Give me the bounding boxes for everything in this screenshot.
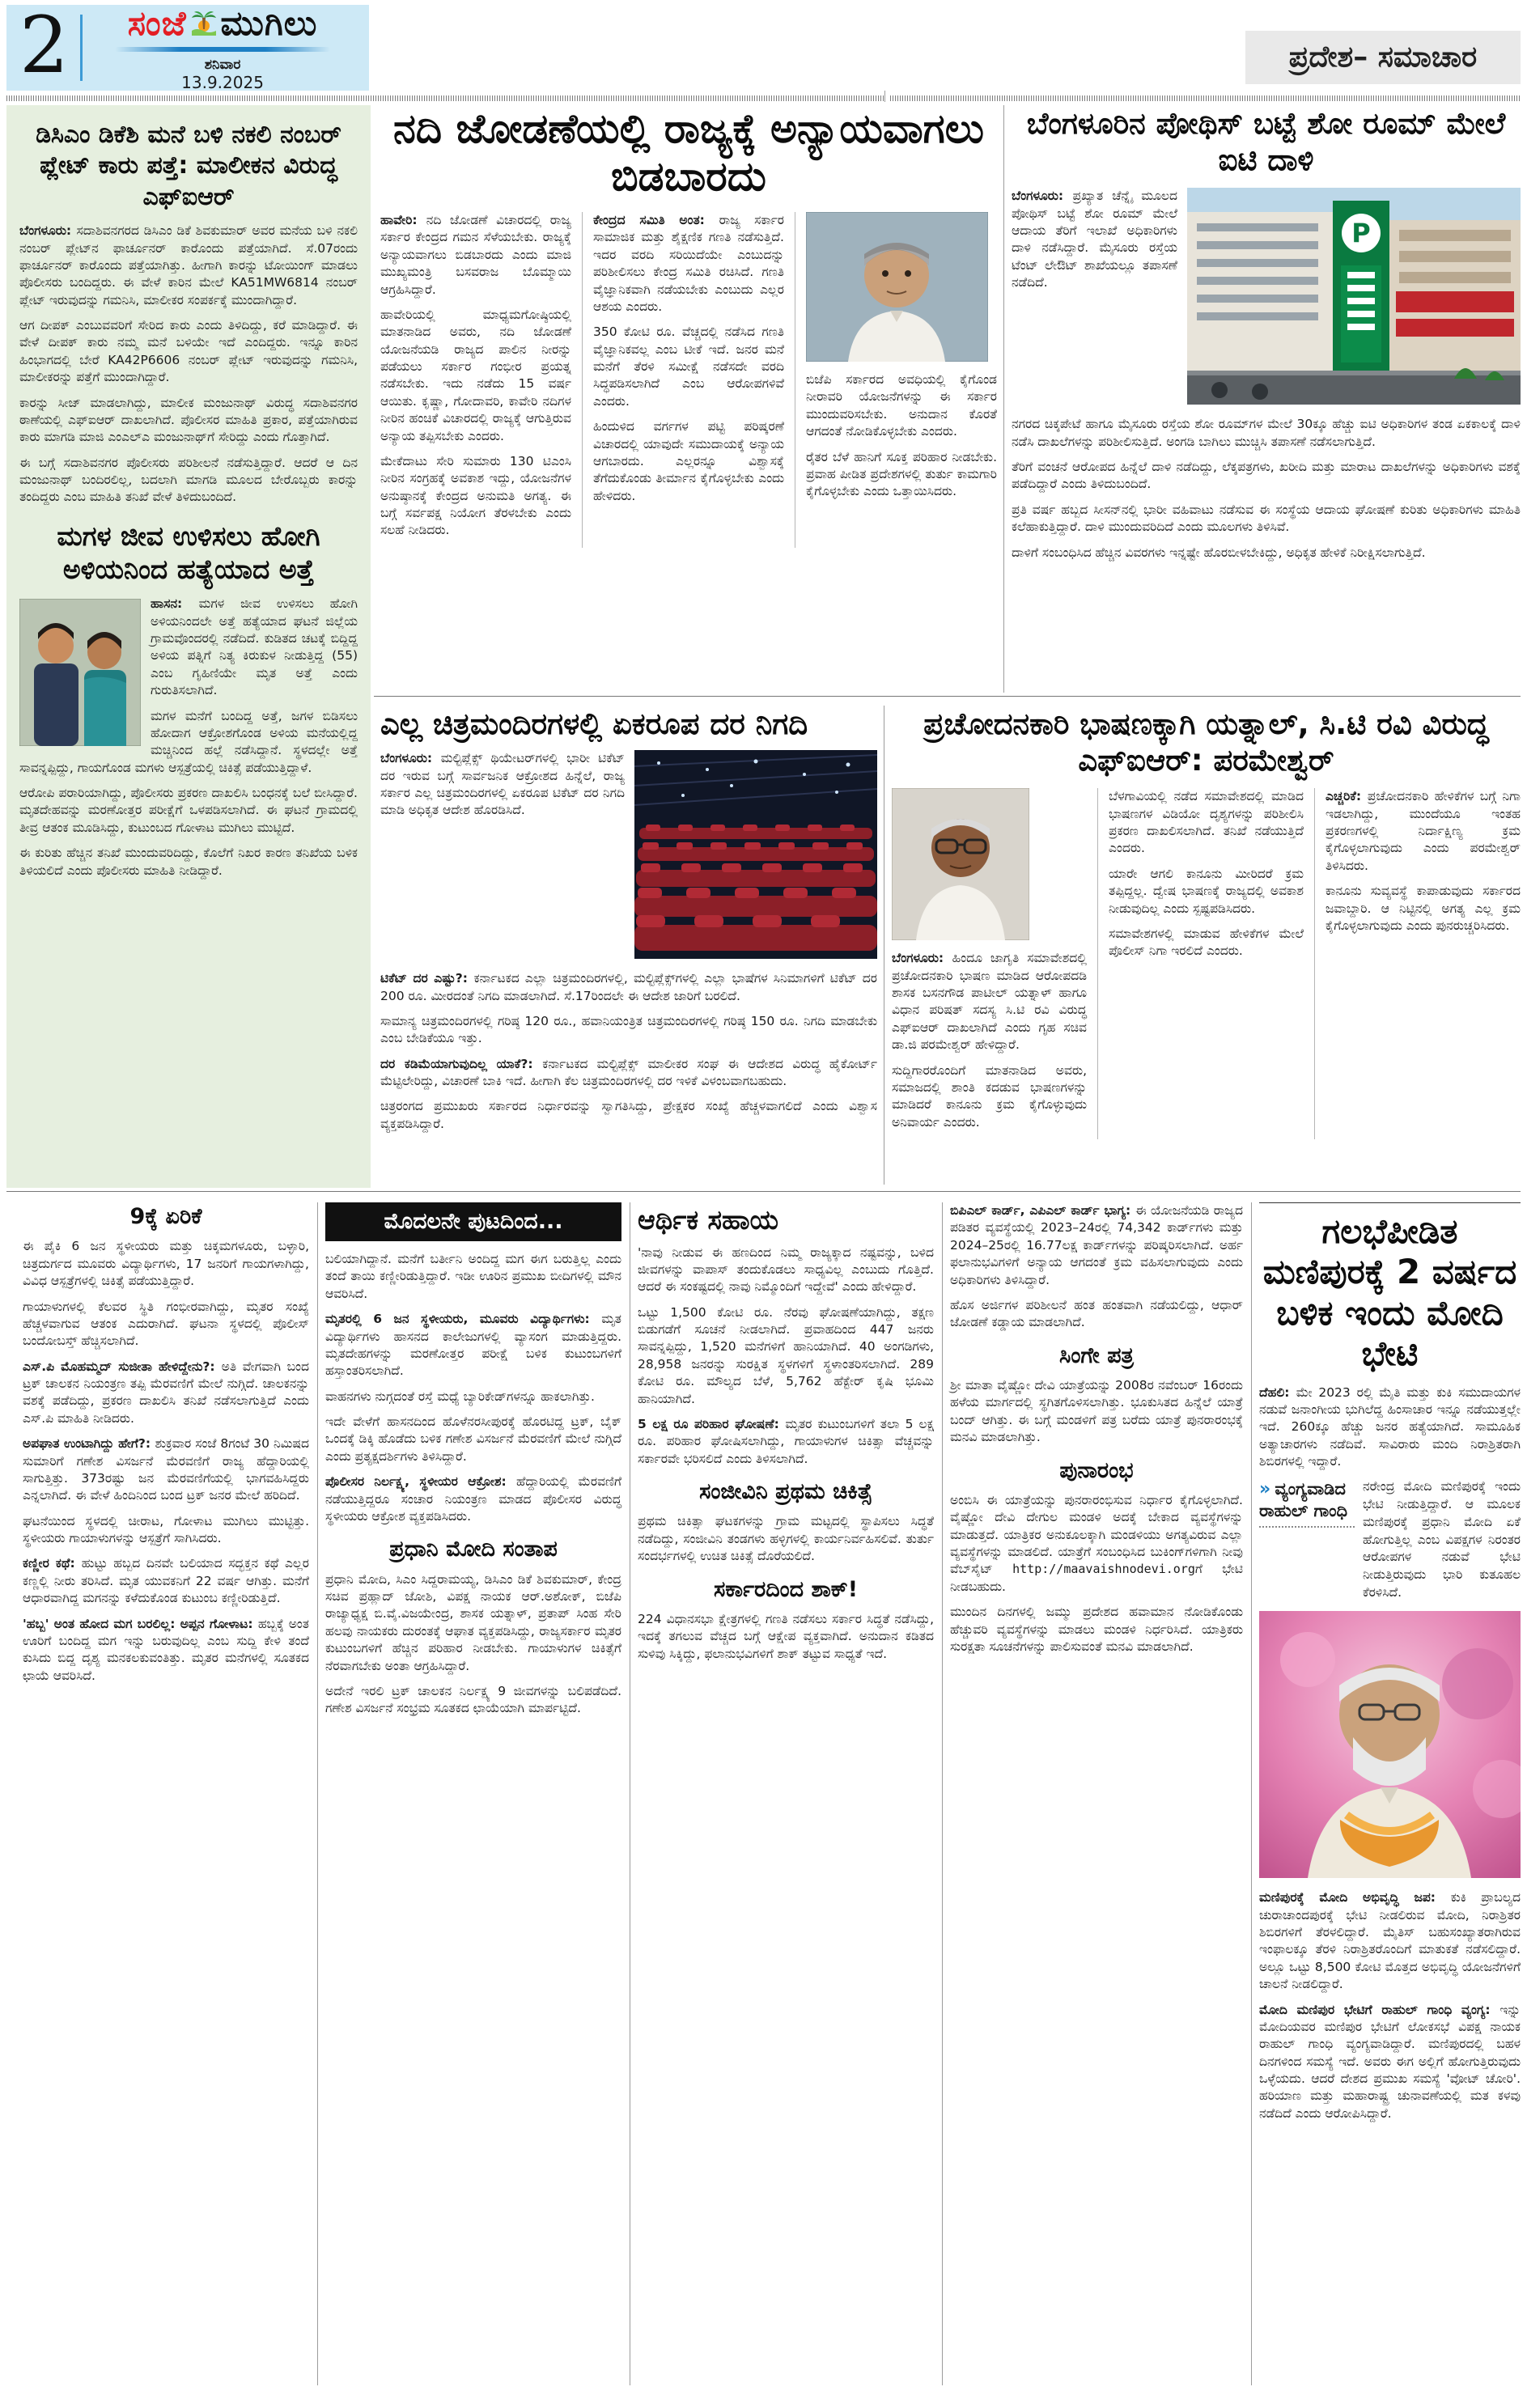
mother-killed-headline: ಮಗಳ ಜೀವ ಉಳಿಸಲು ಹೋಗಿ ಅಳಿಯನಿಂದ ಹತ್ಯೆಯಾದ ಅತ್ತೆ bbox=[57, 519, 320, 586]
masthead-word-black: ಮುಗಿಲು bbox=[220, 3, 318, 43]
modi-photo bbox=[1259, 1611, 1521, 1881]
svg-text:P: P bbox=[1351, 218, 1371, 249]
vaishnodevi-url[interactable]: http://maavaishnodevi.org bbox=[1012, 1562, 1195, 1577]
pothys-headline: ಬೆಂಗಳೂರಿನ ಪೋಥಿಸ್ ಬಟ್ಟೆ ಶೋ ರೂಮ್ ಮೇಲೆ ಐಟಿ ದಾಳಿ bbox=[1026, 106, 1506, 178]
body-paragraph: 'ಹಬ್ಬ' ಅಂತ ಹೋದ ಮಗ ಬರಲಿಲ್ಲ: ಅಪ್ಪನ ಗೋಳಾಟ: ಹಬ್ಬಕ್ಕೆ ಅಂತ ಊರಿಗೆ ಬಂದಿದ್ದ ಮಗ ಇನ್ನು ಬರುವುದಿಲ್ಲ ಎಂಬ ಸುದ್ದಿ ಕೇಳಿ ತಂದೆ ಕುಸಿದು ಬಿದ್ದ ದೃಶ್ಯ ಮನಕಲಕುವಂತಿತ್ತು. ಮೃತರ ಮನೆಗಳಲ್ಲಿ ಸೂತಕದ ಛಾಯೆ ಆವರಿಸಿದೆ. bbox=[23, 1616, 309, 1683]
body-paragraph: ಬಲಿಯಾಗಿದ್ದಾನೆ. ಮನೆಗೆ ಬರ್ತೀನಿ ಅಂದಿದ್ದ ಮಗ ಈಗ ಬರುತ್ತಿಲ್ಲ ಎಂದು ತಂದೆ ತಾಯಿ ಕಣ್ಣೀರಿಡುತ್ತಿದ್ದಾರೆ. ಇಡೀ ಊರಿನ ಪ್ರಮುಖ ಬೀದಿಗಳಲ್ಲಿ ಮೌನ ಆವರಿಸಿದೆ. bbox=[325, 1252, 621, 1301]
article-fake-plate-box bbox=[6, 105, 371, 1188]
masthead bbox=[91, 3, 369, 92]
cinema-body bbox=[380, 970, 877, 1141]
body-paragraph: ರೈತರ ಬೆಳೆ ಹಾನಿಗೆ ಸೂಕ್ತ ಪರಿಹಾರ ನೀಡಬೇಕು. ಪ್ರವಾಹ ಪೀಡಿತ ಪ್ರದೇಶಗಳಲ್ಲಿ ತುರ್ತು ಕಾಮಗಾರಿ ಕೈಗೊಳ್ಳಬೇಕು ಎಂದು ಒತ್ತಾಯಿಸಿದರು. bbox=[806, 449, 997, 499]
fir-col1-text bbox=[892, 950, 1087, 1131]
river-col1 bbox=[380, 212, 571, 548]
fir-headline: ಪ್ರಚೋದನಕಾರಿ ಭಾಷಣಕ್ಕಾಗಿ ಯತ್ನಾಲ್, ಸಿ.ಟಿ ರವಿ ವಿರುದ್ಧ ಎಫ್ಐಆರ್: ಪರಮೇಶ್ವರ್ bbox=[923, 706, 1489, 778]
body-paragraph: ಮಗಳ ಮನೆಗೆ ಬಂದಿದ್ದ ಅತ್ತೆ, ಜಗಳ ಬಿಡಿಸಲು ಹೋದಾಗ ಆಕ್ರೋಶಗೊಂಡ ಅಳಿಯ ಮನೆಯಲ್ಲಿದ್ದ ಮಚ್ಚಿನಿಂದ ಹಲ್ಲೆ ನಡೆಸಿದ್ದಾನೆ. ಸ್ಥಳದಲ್ಲೇ ಅತ್ತೆ ಸಾವನ್ನಪ್ಪಿದ್ದು, ಗಾಯಗೊಂಡ ಮಗಳು ಆಸ್ಪತ್ರೆಯಲ್ಲಿ ಚಿಕಿತ್ಸೆ ಪಡೆಯುತ್ತಿದ್ದಾಳೆ. bbox=[19, 708, 358, 775]
body-paragraph: ಬಿಪಿಎಲ್ ಕಾರ್ಡ್, ಎಪಿಎಲ್ ಕಾರ್ಡ್ ಭಾಗ್ಯ: ಈ ಯೋಜನೆಯಡಿ ರಾಜ್ಯದ ಪಡಿತರ ವ್ಯವಸ್ಥೆಯಲ್ಲಿ 2023–24ರಲ್ಲಿ 74,342 ಕಾರ್ಡ್‌ಗಳು ಮತ್ತು 2024–25ರಲ್ಲಿ 16.77ಲಕ್ಷ ಕಾರ್ಡ್‌ಗಳನ್ನು ಪರಿಷ್ಕರಿಸಲಾಗಿದೆ. ಅರ್ಹ ಫಲಾನುಭವಿಗಳಿಗೆ ಅನ್ಯಾಯ ಆಗದಂತೆ ಕ್ರಮ ವಹಿಸಲಾಗುವುದು ಎಂದು ಅಧಿಕಾರಿಗಳು ತಿಳಿಸಿದ್ದಾರೆ. bbox=[950, 1203, 1243, 1287]
body-paragraph: 5 ಲಕ್ಷ ರೂ ಪರಿಹಾರ ಘೋಷಣೆ: ಮೃತರ ಕುಟುಂಬಗಳಿಗೆ ತಲಾ 5 ಲಕ್ಷ ರೂ. ಪರಿಹಾರ ಘೋಷಿಸಲಾಗಿದ್ದು, ಗಾಯಾಳುಗಳ ಚಿಕಿತ್ಸಾ ವೆಚ್ಚವನ್ನು ಸರ್ಕಾರವೇ ಭರಿಸಲಿದೆ ಎಂದು ತಿಳಿಸಲಾಗಿದೆ. bbox=[638, 1416, 934, 1466]
body-paragraph: ಬೆಂಗಳೂರು: ಮಲ್ಟಿಪ್ಲೆಕ್ಸ್ ಥಿಯೇಟರ್‌ಗಳಲ್ಲಿ ಭಾರೀ ಟಿಕೆಟ್ ದರ ಇರುವ ಬಗ್ಗೆ ಸಾರ್ವಜನಿಕ ಆಕ್ರೋಶದ ಹಿನ್ನೆಲೆ, ರಾಜ್ಯ ಸರ್ಕಾರ ಎಲ್ಲ ಚಿತ್ರಮಂದಿರಗಳಲ್ಲಿ ಏಕರೂಪ ಟಿಕೆಟ್ ದರ ನಿಗದಿ ಮಾಡಿ ಅಧಿಕೃತ ಆದೇಶ ಹೊರಡಿಸಿದೆ. bbox=[380, 751, 625, 818]
body-paragraph: ಪೊಲೀಸರ ನಿರ್ಲಕ್ಷ್ಯ, ಸ್ಥಳೀಯರ ಆಕ್ರೋಶ: ಹೆದ್ದಾರಿಯಲ್ಲಿ ಮೆರವಣಿಗೆ ನಡೆಯುತ್ತಿದ್ದರೂ ಸಂಚಾರ ನಿಯಂತ್ರಣ ಮಾಡದ ಪೊಲೀಸರ ವಿರುದ್ಧ ಸ್ಥಳೀಯರು ಆಕ್ರೋಶ ವ್ಯಕ್ತಪಡಿಸಿದರು. bbox=[325, 1474, 622, 1524]
body-paragraph: ಈ ಪೈಕಿ 6 ಜನ ಸ್ಥಳೀಯರು ಮತ್ತು ಚಿಕ್ಕಮಗಳೂರು, ಬಳ್ಳಾರಿ, ಚಿತ್ರದುರ್ಗದ ಮೂವರು ವಿದ್ಯಾರ್ಥಿಗಳು, 17 ಜನರಿಗೆ ಗಾಯಗಳಾಗಿದ್ದು, ವಿವಿಧ ಆಸ್ಪತ್ರೆಗಳಲ್ಲಿ ಚಿಕಿತ್ಸೆ ಪಡೆಯುತ್ತಿದ್ದಾರೆ. bbox=[23, 1239, 309, 1289]
pothys-intro bbox=[1012, 188, 1177, 408]
bb-div3 bbox=[942, 1202, 943, 2385]
col4-paras2 bbox=[950, 1604, 1243, 1656]
body-paragraph: ಬೆಂಗಳೂರು: ಪ್ರಖ್ಯಾತ ಚೆನ್ನೈ ಮೂಲದ ಪೋಥಿಸ್ ಬಟ್ಟೆ ಶೋ ರೂಮ್ ಮೇಲೆ ಆದಾಯ ತೆರಿಗೆ ಇಲಾಖೆ ಅಧಿಕಾರಿಗಳು ದಾಳಿ ನಡೆಸಿದ್ದಾರೆ. ಮೈಸೂರು ರಸ್ತೆಯ ಟೆಂಟ್ ಲೇಔಟ್ ಶಾಖೆಯಲ್ಲೂ ತಪಾಸಣೆ ನಡೆದಿದೆ. bbox=[1012, 189, 1177, 290]
body-paragraph: ಪ್ರಥಮ ಚಿಕಿತ್ಸಾ ಘಟಕಗಳನ್ನು ಗ್ರಾಮ ಮಟ್ಟದಲ್ಲಿ ಸ್ಥಾಪಿಸಲು ಸಿದ್ಧತೆ ನಡೆದಿದ್ದು, ಸಂಜೀವಿನಿ ತಂಡಗಳು ಹಳ್ಳಿಗಳಲ್ಲಿ ಕಾರ್ಯನಿರ್ವಹಿಸಲಿವೆ. ತುರ್ತು ಸಂದರ್ಭಗಳಲ್ಲಿ ಉಚಿತ ಚಿಕಿತ್ಸೆ ದೊರೆಯಲಿದೆ. bbox=[638, 1514, 934, 1564]
masthead-word-red: ಸಂಜೆ bbox=[127, 3, 187, 43]
fir-col2 bbox=[1097, 788, 1304, 1139]
river-col2 bbox=[582, 212, 784, 548]
body-paragraph: ಸುದ್ದಿಗಾರರೊಂದಿಗೆ ಮಾತನಾಡಿದ ಅವರು, ಸಮಾಜದಲ್ಲಿ ಶಾಂತಿ ಕದಡುವ ಭಾಷಣಗಳನ್ನು ಮಾಡಿದರೆ ಕಾನೂನು ಕ್ರಮ ಕೈಗೊಳ್ಳುವುದು ಅನಿವಾರ್ಯ ಎಂದರು. bbox=[892, 1062, 1087, 1130]
cinema-headline: ಎಲ್ಲ ಚಿತ್ರಮಂದಿರಗಳಲ್ಲಿ ಏಕರೂಪ ದರ ನಿಗದಿ bbox=[380, 706, 808, 741]
col1-paras bbox=[23, 1238, 309, 1685]
body-paragraph: ಪ್ರಧಾನಿ ಮೋದಿ, ಸಿಎಂ ಸಿದ್ದರಾಮಯ್ಯ, ಡಿಸಿಎಂ ಡಿಕೆ ಶಿವಕುಮಾರ್, ಕೇಂದ್ರ ಸಚಿವ ಪ್ರಹ್ಲಾದ್ ಜೋಶಿ, ವಿಪಕ್ಷ ನಾಯಕ ಆರ್.ಅಶೋಕ್, ಬಿಜೆಪಿ ರಾಜ್ಯಾಧ್ಯಕ್ಷ ಬಿ.ವೈ.ವಿಜಯೇಂದ್ರ, ಶಾಸಕ ಯತ್ನಾಳ್, ಪ್ರತಾಪ್ ಸಿಂಹ ಸೇರಿ ಹಲವು ನಾಯಕರು ದುರಂತಕ್ಕೆ ಆಘಾತ ವ್ಯಕ್ತಪಡಿಸಿದ್ದು, ರಾಜ್ಯಸರ್ಕಾರ ಮೃತರ ಕುಟುಂಬಗಳಿಗೆ ಹೆಚ್ಚಿನ ಪರಿಹಾರ ನೀಡಬೇಕು. ಗಾಯಾಳುಗಳ ಚಿಕಿತ್ಸೆಗೆ ನೆರವಾಗಬೇಕು ಅಂತಾ ಆಗ್ರಹಿಸಿದ್ದಾರೆ. bbox=[325, 1571, 621, 1673]
pullquote-title: ವ್ಯಂಗ್ಯವಾಡಿದ ರಾಹುಲ್ ಗಾಂಧಿ bbox=[1259, 1479, 1348, 1520]
body-paragraph: ಬೆಂಗಳೂರು: ಸದಾಶಿವನಗರದ ಡಿಸಿಎಂ ಡಿಕೆ ಶಿವಕುಮಾರ್ ಅವರ ಮನೆಯ ಬಳಿ ನಕಲಿ ನಂಬರ್ ಪ್ಲೇಟ್‌ನ ಫಾರ್ಚೂನರ್ ಕಾರೊಂದು ಪತ್ತೆಯಾಗಿದೆ. ಸೆ.07ರಂದು ಫಾರ್ಚೂನರ್ ಕಾರೊಂದು ಪತ್ತೆಯಾಗಿತ್ತು. ಹೀಗಾಗಿ ಕಾರನ್ನು ಟೋಯಿಂಗ್ ಮಾಡಲು ಪೊಲೀಸರು ಬಂದಿದ್ದರು. ಈ ವೇಳೆ ಕಾರಿನ ಮೇಲೆ KA51MW6814 ನಂಬರ್ ಪ್ಲೇಟ್ ಇರುವುದನ್ನು ಗಮನಿಸಿ, ಮಾಲೀಕರ ಸಂಪರ್ಕಕ್ಕೆ ಮುಂದಾಗಿದ್ದಾರೆ. bbox=[19, 223, 358, 307]
fir-portrait-photo bbox=[892, 788, 1087, 943]
body-paragraph: ಸಮಾವೇಶಗಳಲ್ಲಿ ಮಾಡುವ ಹೇಳಿಕೆಗಳ ಮೇಲೆ ಪೊಲೀಸ್ ನಿಗಾ ಇರಲಿದೆ ಎಂದರು. bbox=[1109, 926, 1304, 959]
body-paragraph: ಪ್ರತಿ ವರ್ಷ ಹಬ್ಬದ ಸೀಸನ್‌ನಲ್ಲಿ ಭಾರೀ ವಹಿವಾಟು ನಡೆಸುವ ಈ ಸಂಸ್ಥೆಯ ಆದಾಯ ಘೋಷಣೆ ಕುರಿತು ಅಧಿಕಾರಿಗಳು ಮಾಹಿತಿ ಕಲೆಹಾಕುತ್ತಿದ್ದಾರೆ. ದಾಳಿ ಮುಂದುವರಿದಿದೆ ಎಂದು ಮೂಲಗಳು ತಿಳಿಸಿವೆ. bbox=[1012, 502, 1521, 535]
inline-subhead: ಸರ್ಕಾರದಿಂದ ಶಾಕ್! bbox=[713, 1576, 859, 1602]
col4-subhead-restart: ಪುನಾರಂಭ bbox=[1059, 1457, 1134, 1483]
body-paragraph: ಹಾಸನ: ಮಗಳ ಜೀವ ಉಳಿಸಲು ಹೋಗಿ ಅಳಿಯನಿಂದಲೇ ಅತ್ತೆ ಹತ್ಯೆಯಾದ ಘಟನೆ ಜಿಲ್ಲೆಯ ಗ್ರಾಮವೊಂದರಲ್ಲಿ ನಡೆದಿದೆ. ಕುಡಿತದ ಚಟಕ್ಕೆ ಬಿದ್ದಿದ್ದ ಅಳಿಯ ಪತ್ನಿಗೆ ನಿತ್ಯ ಕಿರುಕುಳ ನೀಡುತ್ತಿದ್ದ (55) ಎಂಬ ಗೃಹಿಣಿಯೇ ಮೃತ ಅತ್ತೆ ಎಂದು ಗುರುತಿಸಲಾಗಿದೆ. bbox=[151, 596, 358, 698]
body-paragraph: ಸಾಮಾನ್ಯ ಚಿತ್ರಮಂದಿರಗಳಲ್ಲಿ ಗರಿಷ್ಠ 120 ರೂ., ಹವಾನಿಯಂತ್ರಿತ ಚಿತ್ರಮಂದಿರಗಳಲ್ಲಿ ಗರಿಷ್ಠ 150 ರೂ. ನಿಗದಿ ಮಾಡಬೇಕು ಎಂಬ ಬೇಡಿಕೆಯೂ ಇತ್ತು. bbox=[380, 1013, 877, 1046]
body-paragraph: ಕೇಂದ್ರದ ಸಮಿತಿ ಅಂತ: ರಾಜ್ಯ ಸರ್ಕಾರ ಸಾಮಾಜಿಕ ಮತ್ತು ಶೈಕ್ಷಣಿಕ ಗಣತಿ ನಡೆಸುತ್ತಿದೆ. ಇದರ ವರದಿ ಸರಿಯಿದೆಯೇ ಎಂಬುದನ್ನು ಪರಿಶೀಲಿಸಲು ಕೇಂದ್ರ ಸಮಿತಿ ರಚಿಸಿದೆ. ಗಣತಿ ವೈಜ್ಞಾನಿಕವಾಗಿ ನಡೆಯಬೇಕು ಎಂಬುದು ಎಲ್ಲರ ಆಶಯ ಎಂದರು. bbox=[593, 213, 784, 314]
body-paragraph: ನಗರದ ಚಿಕ್ಕಪೇಟೆ ಹಾಗೂ ಮೈಸೂರು ರಸ್ತೆಯ ಶೋ ರೂಮ್‌ಗಳ ಮೇಲೆ 30ಕ್ಕೂ ಹೆಚ್ಚು ಐಟಿ ಅಧಿಕಾರಿಗಳ ತಂಡ ಏಕಕಾಲಕ್ಕೆ ದಾಳಿ ನಡೆಸಿ ದಾಖಲೆಗಳನ್ನು ಪರಿಶೀಲಿಸುತ್ತಿದೆ. ಅಂಗಡಿ ಬಾಗಿಲು ಮುಚ್ಚಿಸಿ ತಪಾಸಣೆ ನಡೆಸಲಾಗುತ್ತಿದೆ. bbox=[1012, 417, 1521, 449]
body-paragraph: ಮುಂದಿನ ದಿನಗಳಲ್ಲಿ ಜಮ್ಮು ಪ್ರದೇಶದ ಹವಾಮಾನ ನೋಡಿಕೊಂಡು ಹೆಚ್ಚುವರಿ ವ್ಯವಸ್ಥೆಗಳನ್ನು ಮಾಡಲು ಮಂಡಳಿ ನಿರ್ಧರಿಸಿದೆ. ಯಾತ್ರಿಕರು ಸುರಕ್ಷತಾ ಸೂಚನೆಗಳನ್ನು ಪಾಲಿಸುವಂತೆ ಮನವಿ ಮಾಡಲಾಗಿದೆ. bbox=[950, 1605, 1243, 1654]
col3-subhead: ಆರ್ಥಿಕ ಸಹಾಯ bbox=[638, 1204, 778, 1236]
body-paragraph: ಕಾರನ್ನು ಸೀಜ್ ಮಾಡಲಾಗಿದ್ದು, ಮಾಲೀಕ ಮಂಜುನಾಥ್ ವಿರುದ್ಧ ಸದಾಶಿವನಗರ ಠಾಣೆಯಲ್ಲಿ ಎಫ್ಐಆರ್ ದಾಖಲಾಗಿದೆ. ಪೊಲೀಸರ ಮಾಹಿತಿ ಪ್ರಕಾರ, ಪತ್ತೆಯಾಗಿರುವ ಕಾರು ಮಾಗಡಿ ಮಾಜಿ ಎಂಎಲ್ಎ ಮಂಜುನಾಥ್‌ಗೆ ಸೇರಿದ್ದು ಎಂದು ಗೊತ್ತಾಗಿದೆ. bbox=[19, 395, 358, 445]
body-paragraph: ಗಾಯಾಳುಗಳಲ್ಲಿ ಕೆಲವರ ಸ್ಥಿತಿ ಗಂಭೀರವಾಗಿದ್ದು, ಮೃತರ ಸಂಖ್ಯೆ ಹೆಚ್ಚಳವಾಗುವ ಆತಂಕ ಎದುರಾಗಿದೆ. ಘಟನಾ ಸ್ಥಳದಲ್ಲಿ ಪೊಲೀಸ್ ಬಂದೋಬಸ್ತ್ ಹೆಚ್ಚಿಸಲಾಗಿದೆ. bbox=[23, 1299, 309, 1349]
body-paragraph: ಕಾನೂನು ಸುವ್ಯವಸ್ಥೆ ಕಾಪಾಡುವುದು ಸರ್ಕಾರದ ಜವಾಬ್ದಾರಿ. ಆ ನಿಟ್ಟಿನಲ್ಲಿ ಅಗತ್ಯ ಎಲ್ಲ ಕ್ರಮ ಕೈಗೊಳ್ಳಲಾಗುವುದು ಎಂದು ಪುನರುಚ್ಚರಿಸಿದರು. bbox=[1326, 884, 1521, 933]
mother-killed-photo bbox=[19, 599, 141, 749]
body-paragraph: ಘಟನೆಯಿಂದ ಸ್ಥಳದಲ್ಲಿ ಚೀರಾಟ, ಗೋಳಾಟ ಮುಗಿಲು ಮುಟ್ಟಿತ್ತು. ಸ್ಥಳೀಯರು ಗಾಯಾಳುಗಳನ್ನು ಆಸ್ಪತ್ರೆಗೆ ಸಾಗಿಸಿದರು. bbox=[23, 1513, 309, 1546]
body-paragraph: ದರ ಕಡಿಮೆಯಾಗುವುದಿಲ್ಲ ಯಾಕೆ?: ಕರ್ನಾಟಕದ ಮಲ್ಟಿಪ್ಲೆಕ್ಸ್ ಮಾಲೀಕರ ಸಂಘ ಈ ಆದೇಶದ ವಿರುದ್ಧ ಹೈಕೋರ್ಟ್ ಮೆಟ್ಟಿಲೇರಿದ್ದು, ವಿಚಾರಣೆ ಬಾಕಿ ಇದೆ. ಹೀಗಾಗಿ ಕೆಲ ಚಿತ್ರಮಂದಿರಗಳಲ್ಲಿ ದರ ಇಳಿಕೆ ವಿಳಂಬವಾಗಬಹುದು. bbox=[380, 1056, 878, 1088]
col1-subhead: 9ಕ್ಕೆ ಏರಿಕೆ bbox=[129, 1204, 202, 1229]
body-paragraph: ವಾಹನಗಳು ನುಗ್ಗದಂತೆ ರಸ್ತೆ ಮಧ್ಯೆ ಬ್ಯಾರಿಕೇಡ್‌ಗಳನ್ನೂ ಹಾಕಲಾಗಿತ್ತು. bbox=[325, 1388, 595, 1404]
body-paragraph: ತೆರಿಗೆ ವಂಚನೆ ಆರೋಪದ ಹಿನ್ನೆಲೆ ದಾಳಿ ನಡೆದಿದ್ದು, ಲೆಕ್ಕಪತ್ರಗಳು, ಖರೀದಿ ಮತ್ತು ಮಾರಾಟ ದಾಖಲೆಗಳನ್ನು ಅಧಿಕಾರಿಗಳು ವಶಕ್ಕೆ ಪಡೆದಿದ್ದಾರೆ ಎಂದು ತಿಳಿದುಬಂದಿದೆ. bbox=[1012, 460, 1521, 492]
url-prefix-text: ಅಂಬಿಸಿ ಈ ಯಾತ್ರೆಯನ್ನು ಪುನರಾರಂಭಿಸುವ ನಿರ್ಧಾರ ಕೈಗೊಳ್ಳಲಾಗಿದೆ. ವೈಷ್ಣೋ ದೇವಿ ದೇಗುಲ ಮಂಡಳಿ ಅದಕ್ಕೆ ಬೇಕಾದ ವ್ಯವಸ್ಥೆಗಳನ್ನು ಮಾಡುತ್ತದೆ. ಯಾತ್ರಿಕರ ಅನುಕೂಲಕ್ಕಾಗಿ ಮಂಡಳಿಯು ಅಗತ್ಯವಿರುವ ಎಲ್ಲಾ ವ್ಯವಸ್ಥೆಗಳನ್ನು ಮಾಡಲಿದೆ. ಯಾತ್ರೆಗೆ ಸಂಬಂಧಿಸಿದ ಬುಕಿಂಗ್‌ಗಳಿಗಾಗಿ ನೀವು ವೆಬ್‌ಸೈಟ್ bbox=[950, 1492, 1243, 1577]
header-rule-right bbox=[890, 95, 1521, 101]
cinema-intro bbox=[380, 750, 625, 962]
body-paragraph: ಮಣಿಪುರಕ್ಕೆ ಮೋದಿ ಅಭಿವೃದ್ಧಿ ಜಪ: ಕುಕಿ ಪ್ರಾಬಲ್ಯದ ಚುರಾಚಾಂದಪುರಕ್ಕೆ ಭೇಟಿ ನೀಡಲಿರುವ ಮೋದಿ, ನಿರಾಶ್ರಿತರ ಶಿಬಿರಗಳಿಗೆ ತೆರಳಲಿದ್ದಾರೆ. ಮೈತಿಸ್ ಬಹುಸಂಖ್ಯಾತರಾಗಿರುವ ಇಂಫಾಲಕ್ಕೂ ತೆರಳಿ ನಿರಾಶ್ರಿತರೊಂದಿಗೆ ಮಾತುಕತೆ ನಡೆಸಲಿದ್ದಾರೆ. ಅಲ್ಲೂ ಒಟ್ಟು 8,500 ಕೋಟಿ ಮೊತ್ತದ ಅಭಿವೃದ್ಧಿ ಯೋಜನೆಗಳಿಗೆ ಚಾಲನೆ ನೀಡಲಿದ್ದಾರೆ. bbox=[1259, 1890, 1521, 1992]
header-rule-left bbox=[6, 95, 884, 101]
body-paragraph: ಮೋದಿ ಮಣಿಪುರ ಭೇಟಿಗೆ ರಾಹುಲ್ ಗಾಂಧಿ ವ್ಯಂಗ್ಯ: ಇನ್ನು ಮೋದಿಯವರ ಮಣಿಪುರ ಭೇಟಿಗೆ ಲೋಕಸಭೆ ವಿಪಕ್ಷ ನಾಯಕ ರಾಹುಲ್ ಗಾಂಧಿ ವ್ಯಂಗ್ಯವಾಡಿದ್ದಾರೆ. ಮಣಿಪುರದಲ್ಲಿ ಬಹಳ ದಿನಗಳಿಂದ ಸಮಸ್ಯೆ ಇದೆ. ಅವರು ಈಗ ಅಲ್ಲಿಗೆ ಹೋಗುತ್ತಿರುವುದು ಒಳ್ಳೆಯದು. ಆದರೆ ದೇಶದ ಪ್ರಮುಖ ಸಮಸ್ಯೆ 'ವೋಟ್ ಚೋರಿ'. ಹರಿಯಾಣ ಮತ್ತು ಮಹಾರಾಷ್ಟ್ರ ಚುನಾವಣೆಯಲ್ಲಿ ಮತ ಕಳವು ನಡೆದಿದೆ ಎಂದು ಆರೋಪಿಸಿದ್ದಾರೆ. bbox=[1259, 2002, 1521, 2121]
continuation-col1 bbox=[23, 1202, 309, 2392]
page-number: 2 bbox=[19, 0, 70, 91]
body-paragraph: ಟಿಕೆಟ್ ದರ ಎಷ್ಟು?: ಕರ್ನಾಟಕದ ಎಲ್ಲಾ ಚಿತ್ರಮಂದಿರಗಳಲ್ಲಿ, ಮಲ್ಟಿಪ್ಲೆಕ್ಸ್‌ಗಳಲ್ಲಿ ಎಲ್ಲಾ ಭಾಷೆಗಳ ಸಿನಿಮಾಗಳಿಗೆ ಟಿಕೆಟ್ ದರ 200 ರೂ. ಮೀರದಂತೆ ನಿಗದಿ ಮಾಡಲಾಗಿದೆ. ಸೆ.17ರಿಂದಲೇ ಈ ಆದೇಶ ಜಾರಿಗೆ ಬರಲಿದೆ. bbox=[380, 971, 877, 1003]
article-manipur bbox=[1259, 1202, 1521, 2392]
manipur-intro bbox=[1259, 1384, 1521, 1471]
masthead-underline bbox=[115, 47, 330, 52]
bottom-band-divider bbox=[6, 1191, 1521, 1192]
body-paragraph: ಕಣ್ಣೀರ ಕಥೆ: ಹುಟ್ಟು ಹಬ್ಬದ ದಿನವೇ ಬಲಿಯಾದ ಸದ್ಭಕ್ತನ ಕಥೆ ಎಲ್ಲರ ಕಣ್ಣಲ್ಲಿ ನೀರು ತರಿಸಿದೆ. ಮೃತ ಯುವಕನಿಗೆ 22 ವರ್ಷ ಆಗಿತ್ತು. ಮನೆಗೆ ಆಧಾರವಾಗಿದ್ದ ಮಗನನ್ನು ಕಳೆದುಕೊಂಡ ಕುಟುಂಬ ಕಣ್ಣೀರಿಡುತ್ತಿದೆ. bbox=[23, 1556, 309, 1606]
body-paragraph: 'ನಾವು ನೀಡುವ ಈ ಹಣದಿಂದ ನಿಮ್ಮ ರಾಜ್ಯಕ್ಕಾದ ನಷ್ಟವನ್ನು, ಬಳಿದ ಜೀವಗಳನ್ನು ವಾಪಾಸ್ ತಂದುಕೊಡಲು ಸಾಧ್ಯವಿಲ್ಲ ಎಂಬುದು ಗೊತ್ತಿದೆ. ಆದರೆ ಈ ಸಂಕಷ್ಟದಲ್ಲಿ ನಾವು ನಿಮ್ಮೊಂದಿಗೆ ಇದ್ದೇವೆ' ಎಂದು ಹೇಳಿದ್ದಾರೆ. bbox=[638, 1244, 934, 1295]
date: 13.9.2025 bbox=[181, 73, 264, 92]
body-paragraph: ಎಚ್ಚರಿಕೆ: ಪ್ರಚೋದನಕಾರಿ ಹೇಳಿಕೆಗಳ ಬಗ್ಗೆ ನಿಗಾ ಇಡಲಾಗಿದ್ದು, ಮುಂದೆಯೂ ಇಂತಹ ಪ್ರಕರಣಗಳಲ್ಲಿ ನಿರ್ದಾಕ್ಷಿಣ್ಯ ಕ್ರಮ ಕೈಗೊಳ್ಳಲಾಗುವುದು ಎಂದು ಪರಮೇಶ್ವರ್ ತಿಳಿಸಿದರು. bbox=[1326, 789, 1521, 873]
col4-paras1 bbox=[950, 1202, 1243, 1447]
continuation-col4 bbox=[950, 1202, 1243, 2392]
article-cinema bbox=[380, 706, 877, 1185]
pullquote-marker-icon: » bbox=[1259, 1479, 1271, 1500]
body-paragraph: ಮೇಕೆದಾಟು ಸೇರಿ ಸುಮಾರು 130 ಟಿಎಂಸಿ ನೀರಿನ ಸಂಗ್ರಹಕ್ಕೆ ಅವಕಾಶ ಇದ್ದು, ಯೋಜನೆಗಳ ಅನುಷ್ಠಾನಕ್ಕೆ ಕೇಂದ್ರದ ಅನುಮತಿ ಅಗತ್ಯ. ಈ ಬಗ್ಗೆ ಸರ್ವಪಕ್ಷ ನಿಯೋಗ ತೆರಳಬೇಕು ಎಂದು ಸಲಹೆ ನೀಡಿದರು. bbox=[380, 453, 571, 538]
from-first-page-banner: ಮೊದಲನೇ ಪುಟದಿಂದ... bbox=[325, 1202, 621, 1241]
body-paragraph: ಇದೇ ವೇಳೆಗೆ ಹಾಸನದಿಂದ ಹೊಳೆನರಸೀಪುರಕ್ಕೆ ಹೊರಟಿದ್ದ ಟ್ರಕ್, ಬೈಕ್ ಒಂದಕ್ಕೆ ಡಿಕ್ಕಿ ಹೊಡೆದು ಬಳಿಕ ಗಣೇಶ ವಿಸರ್ಜನೆ ಮೆರವಣಿಗೆ ಮೇಲೆ ನುಗ್ಗಿದೆ ಎಂದು ಪ್ರತ್ಯಕ್ಷದರ್ಶಿಗಳು ತಿಳಿಸಿದ್ದಾರೆ. bbox=[325, 1414, 621, 1464]
body-paragraph: ಅದೇನೆ ಇರಲಿ ಟ್ರಕ್ ಚಾಲಕನ ನಿರ್ಲಕ್ಷ್ಯ 9 ಜೀವಗಳನ್ನು ಬಲಿಪಡೆದಿದೆ. ಗಣೇಶ ವಿಸರ್ಜನೆ ಸಂಭ್ರಮ ಸೂತಕದ ಛಾಯೆಯಾಗಿ ಮಾರ್ಪಟ್ಟಿದೆ. bbox=[325, 1683, 621, 1716]
body-paragraph: ಆಗ ದೀಪಕ್ ಎಂಬುವವರಿಗೆ ಸೇರಿದ ಕಾರು ಎಂದು ತಿಳಿದಿದ್ದು, ಕರೆ ಮಾಡಿದ್ದಾರೆ. ಈ ವೇಳೆ ದೀಪಕ್ ಕಾರು ನಮ್ಮ ಮನೆ ಬಳಿಯೇ ಇದೆ ಎಂದಿದ್ದರು. ಇನ್ನೂ ಕಾರಿನ ಹಿಂಭಾಗದಲ್ಲಿ ಬೇರೆ KA42P6606 ನಂಬರ್ ಪ್ಲೇಟ್ ಇರುವುದನ್ನು ಗಮನಿಸಿ, ಮಾಲೀಕರನ್ನು ಪತ್ತೆಗೆ ಮುಂದಾಗಿದ್ದಾರೆ. bbox=[19, 318, 358, 385]
palm-tree-sun-icon bbox=[190, 4, 218, 44]
body-paragraph: ದೆಹಲಿ: ಮೇ 2023 ರಲ್ಲಿ ಮೈತಿ ಮತ್ತು ಕುಕಿ ಸಮುದಾಯಗಳ ನಡುವೆ ಜನಾಂಗೀಯ ಭುಗಿಲೆದ್ದ ಹಿಂಸಾಚಾರ ಇನ್ನೂ ನಡೆಯುತ್ತಲ್ಲೇ ಇದೆ. 260ಕ್ಕೂ ಹೆಚ್ಚು ಜನರ ಹತ್ಯೆಯಾಗಿದೆ. ಸಾಮೂಹಿಕ ಅತ್ಯಾಚಾರಗಳು ನಡೆದಿವೆ. ಸಾವಿರಾರು ಮಂದಿ ನಿರಾಶ್ರಿತರಾಗಿ ಶಿಬಿರಗಳಲ್ಲಿ ಇದ್ದಾರೆ. bbox=[1259, 1384, 1521, 1469]
masthead-divider bbox=[80, 15, 83, 81]
fake-plate-headline: ಡಿಸಿಎಂ ಡಿಕೆಶಿ ಮನೆ ಬಳಿ ನಕಲಿ ನಂಬರ್ ಪ್ಲೇಟ್ ಕಾರು ಪತ್ತೆ: ಮಾಲೀಕನ ವಿರುದ್ಧ ಎಫ್ಐಆರ್ bbox=[36, 121, 341, 211]
row-divider bbox=[374, 696, 1521, 697]
body-paragraph: ಹಾವೇರಿಯಲ್ಲಿ ಮಾಧ್ಯಮಗೋಷ್ಠಿಯಲ್ಲಿ ಮಾತನಾಡಿದ ಅವರು, ನದಿ ಜೋಡಣೆ ಯೋಜನೆಯಡಿ ರಾಜ್ಯದ ಪಾಲಿನ ನೀರನ್ನು ಪಡೆಯಲು ಸರ್ಕಾರ ಗಂಭೀರ ಪ್ರಯತ್ನ ನಡೆಸಬೇಕು. ಇದು ನಡೆದು 15 ವರ್ಷ ಆಯಿತು. ಕೃಷ್ಣಾ, ಗೋದಾವರಿ, ಕಾವೇರಿ ನದಿಗಳ ನೀರಿನ ಹಂಚಿಕೆ ವಿಚಾರದಲ್ಲಿ ರಾಜ್ಯಕ್ಕೆ ಆಗುತ್ತಿರುವ ಅನ್ಯಾಯ ತಪ್ಪಿಸಬೇಕು ಎಂದರು. bbox=[380, 307, 571, 443]
body-paragraph: ಶ್ರೀ ಮಾತಾ ವೈಷ್ಣೋ ದೇವಿ ಯಾತ್ರೆಯನ್ನು 2008ರ ನವೆಂಬರ್ 16ರಂದು ಹಳೆಯ ಮಾರ್ಗದಲ್ಲಿ ಸ್ಥಗಿತಗೊಳಿಸಲಾಗಿತ್ತು. ಭೂಕುಸಿತದ ಹಿನ್ನೆಲೆ ಯಾತ್ರೆ ಬಂದ್ ಆಗಿತ್ತು. ಈ ಬಗ್ಗೆ ಮಂಡಳಿಗೆ ಪತ್ರ ಬರೆದು ಯಾತ್ರೆ ಪುನರಾರಂಭಕ್ಕೆ ಮನವಿ ಮಾಡಲಾಗಿತ್ತು. bbox=[950, 1378, 1243, 1445]
body-paragraph: ಒಟ್ಟು 1,500 ಕೋಟಿ ರೂ. ನೆರವು ಘೋಷಣೆಯಾಗಿದ್ದು, ತಕ್ಷಣ ಬಿಡುಗಡೆಗೆ ಸೂಚನೆ ನೀಡಲಾಗಿದೆ. ಪ್ರವಾಹದಿಂದ 447 ಜನರು ಸಾವನ್ನಪ್ಪಿದ್ದು, 1,520 ಮನೆಗಳಿಗೆ ಹಾನಿಯಾಗಿದೆ. 40 ಅಂಗಡಿಗಳು, 28,958 ಜನರನ್ನು ಸುರಕ್ಷಿತ ಸ್ಥಳಗಳಿಗೆ ಸ್ಥಳಾಂತರಿಸಲಾಗಿದೆ. 289 ಕೋಟಿ ರೂ. ಮೌಲ್ಯದ ಬೆಳೆ, 5,762 ಹೆಕ್ಟೇರ್ ಕೃಷಿ ಭೂಮಿ ಹಾನಿಯಾಗಿದೆ. bbox=[638, 1304, 934, 1406]
manipur-headline: ಗಲಭೆಪೀಡಿತ ಮಣಿಪುರಕ್ಕೆ 2 ವರ್ಷದ ಬಳಿಕ ಇಂದು ಮೋದಿ ಭೇಟಿ bbox=[1262, 1211, 1517, 1374]
body-paragraph: ಈ ಕುರಿತು ಹೆಚ್ಚಿನ ತನಿಖೆ ಮುಂದುವರಿದಿದ್ದು, ಕೊಲೆಗೆ ನಿಖರ ಕಾರಣ ತನಿಖೆಯ ಬಳಿಕ ತಿಳಿಯಲಿದೆ ಎಂದು ಪೊಲೀಸರು ಮಾಹಿತಿ ನೀಡಿದ್ದಾರೆ. bbox=[19, 846, 358, 878]
article-fir bbox=[892, 706, 1521, 1185]
body-paragraph: ಬೆಳಗಾವಿಯಲ್ಲಿ ನಡೆದ ಸಮಾವೇಶದಲ್ಲಿ ಮಾಡಿದ ಭಾಷಣಗಳ ವಿಡಿಯೋ ದೃಶ್ಯಗಳನ್ನು ಪರಿಶೀಲಿಸಿ ಪ್ರಕರಣ ದಾಖಲಿಸಲಾಗಿದೆ. ತನಿಖೆ ನಡೆಯುತ್ತಿದೆ ಎಂದರು. bbox=[1109, 789, 1304, 856]
continuation-col2 bbox=[325, 1202, 621, 2392]
pothys-building-photo bbox=[1187, 188, 1521, 408]
river-col3 bbox=[795, 212, 997, 548]
col4-url-paragraph bbox=[950, 1492, 1243, 1596]
river-portrait-photo bbox=[806, 212, 997, 365]
body-paragraph: ಎಸ್.ಪಿ ಮೊಹಮ್ಮದ್ ಸುಜೀತಾ ಹೇಳಿದ್ದೇನು?: ಅತಿ ವೇಗವಾಗಿ ಬಂದ ಟ್ರಕ್ ಚಾಲಕನ ನಿಯಂತ್ರಣ ತಪ್ಪಿ ಮೆರವಣಿಗೆ ಮೇಲೆ ನುಗ್ಗಿದೆ. ಚಾಲಕನನ್ನು ವಶಕ್ಕೆ ಪಡೆದಿದ್ದು, ಪ್ರಕರಣ ದಾಖಲಿಸಿ ತನಿಖೆ ನಡೆಸಲಾಗುತ್ತಿದೆ ಎಂದು ಎಸ್.ಪಿ ಮಾಹಿತಿ ನೀಡಿದರು. bbox=[23, 1359, 309, 1426]
body-paragraph: ಹಾವೇರಿ: ನದಿ ಜೋಡಣೆ ವಿಚಾರದಲ್ಲಿ ರಾಜ್ಯ ಸರ್ಕಾರ ಕೇಂದ್ರದ ಗಮನ ಸೆಳೆಯಬೇಕು. ರಾಜ್ಯಕ್ಕೆ ಅನ್ಯಾಯವಾಗಲು ಬಿಡಬಾರದು ಎಂದು ಮಾಜಿ ಮುಖ್ಯಮಂತ್ರಿ ಬಸವರಾಜ ಬೊಮ್ಮಾಯಿ ಆಗ್ರಹಿಸಿದ್ದಾರೆ. bbox=[380, 213, 572, 297]
bb-div1 bbox=[317, 1202, 318, 2385]
inline-subhead: ಪ್ರಧಾನಿ ಮೋದಿ ಸಂತಾಪ bbox=[389, 1537, 558, 1562]
body-paragraph: ಹೊಸ ಅರ್ಜಿಗಳ ಪರಿಶೀಲನೆ ಹಂತ ಹಂತವಾಗಿ ನಡೆಯಲಿದ್ದು, ಆಧಾರ್ ಜೋಡಣೆ ಕಡ್ಡಾಯ ಮಾಡಲಾಗಿದೆ. bbox=[950, 1297, 1243, 1330]
manipur-pullquote bbox=[1259, 1478, 1521, 1601]
body-paragraph: ಯಾರೇ ಆಗಲಿ ಕಾನೂನು ಮೀರಿದರೆ ಕ್ರಮ ತಪ್ಪಿದ್ದಲ್ಲ. ದ್ವೇಷ ಭಾಷಣಕ್ಕೆ ರಾಜ್ಯದಲ್ಲಿ ಅವಕಾಶ ನೀಡುವುದಿಲ್ಲ ಎಂದು ಸ್ಪಷ್ಟಪಡಿಸಿದರು. bbox=[1109, 866, 1304, 916]
fake-plate-body bbox=[19, 223, 358, 507]
body-paragraph: ಆರೋಪಿ ಪರಾರಿಯಾಗಿದ್ದು, ಪೊಲೀಸರು ಪ್ರಕರಣ ದಾಖಲಿಸಿ ಬಂಧನಕ್ಕೆ ಬಲೆ ಬೀಸಿದ್ದಾರೆ. ಮೃತದೇಹವನ್ನು ಮರಣೋತ್ತರ ಪರೀಕ್ಷೆಗೆ ಒಳಪಡಿಸಲಾಗಿದೆ. ಈ ಘಟನೆ ಗ್ರಾಮದಲ್ಲಿ ತೀವ್ರ ಆತಂಕ ಮೂಡಿಸಿದ್ದು, ಕುಟುಂಬದ ಗೋಳಾಟ ಮುಗಿಲು ಮುಟ್ಟಿದೆ. bbox=[19, 786, 358, 835]
divider-main-pothys bbox=[1003, 105, 1004, 693]
river-headline: ನದಿ ಜೋಡಣೆಯಲ್ಲಿ ರಾಜ್ಯಕ್ಕೆ ಅನ್ಯಾಯವಾಗಲು ಬಿಡಬಾರದು bbox=[392, 105, 985, 200]
body-paragraph: 224 ವಿಧಾನಸಭಾ ಕ್ಷೇತ್ರಗಳಲ್ಲಿ ಗಣತಿ ನಡೆಸಲು ಸರ್ಕಾರ ಸಿದ್ಧತೆ ನಡೆಸಿದ್ದು, ಇದಕ್ಕೆ ತಗಲುವ ವೆಚ್ಚದ ಬಗ್ಗೆ ಆಕ್ಷೇಪ ವ್ಯಕ್ತವಾಗಿದೆ. ಅನುದಾನ ಕಡಿತದ ಸುಳಿವು ಸಿಕ್ಕಿದ್ದು, ಫಲಾನುಭವಿಗಳಿಗೆ ಶಾಕ್ ತಟ್ಟುವ ಸಾಧ್ಯತೆ ಇದೆ. bbox=[638, 1612, 934, 1661]
col2-paras bbox=[325, 1251, 621, 1718]
section-label: ಪ್ರದೇಶ– ಸಮಾಚಾರ bbox=[1245, 31, 1521, 84]
body-paragraph: ಅಪಘಾತ ಉಂಟಾಗಿದ್ದು ಹೇಗೆ?: ಶುಕ್ರವಾರ ಸಂಜೆ 8ಗಂಟೆ 30 ನಿಮಿಷದ ಸುಮಾರಿಗೆ ಗಣೇಶ ವಿಸರ್ಜನೆ ಮೆರವಣಿಗೆ ರಾಜ್ಯ ಹೆದ್ದಾರಿಯಲ್ಲಿ ಸಾಗುತ್ತಿತ್ತು. 373ರಷ್ಟು ಜನ ಮೆರವಣಿಗೆಯಲ್ಲಿ ಭಾಗವಹಿಸಿದ್ದರು ಎನ್ನಲಾಗಿದೆ. ಈ ವೇಳೆ ಹಿಂದಿನಿಂದ ಬಂದ ಟ್ರಕ್ ಜನರ ಮೇಲೆ ಹರಿದಿದೆ. bbox=[23, 1436, 309, 1503]
manipur-after-photo bbox=[1259, 1889, 1521, 2122]
pothys-body-a bbox=[1012, 416, 1521, 570]
body-paragraph: ಹಿಂದುಳಿದ ವರ್ಗಗಳ ಪಟ್ಟಿ ಪರಿಷ್ಕರಣೆ ವಿಚಾರದಲ್ಲಿ ಯಾವುದೇ ಸಮುದಾಯಕ್ಕೆ ಅನ್ಯಾಯ ಆಗಬಾರದು. ಎಲ್ಲರನ್ನೂ ವಿಶ್ವಾಸಕ್ಕೆ ತೆಗೆದುಕೊಂಡು ತೀರ್ಮಾನ ಕೈಗೊಳ್ಳಬೇಕು ಎಂದು ಹೇಳಿದರು. bbox=[593, 419, 784, 503]
cinema-seats-photo bbox=[634, 750, 877, 962]
pullquote-underline bbox=[1259, 1526, 1355, 1528]
continuation-col3 bbox=[638, 1202, 934, 2392]
body-paragraph: ಈ ಬಗ್ಗೆ ಸದಾಶಿವನಗರ ಪೊಲೀಸರು ಪರಿಶೀಲನೆ ನಡೆಸುತ್ತಿದ್ದಾರೆ. ಆದರೆ ಆ ದಿನ ಮಂಜುನಾಥ್ ಬಂದಿರಲಿಲ್ಲ, ಬದಲಾಗಿ ಮಾಗಡಿ ಮೂಲದ ಬೇರೊಬ್ಬರು ಕಾರನ್ನು ತಂದಿದ್ದರು ಎಂಬ ಮಾಹಿತಿ ತನಿಖೆ ವೇಳೆ ತಿಳಿದುಬಂದಿದೆ. bbox=[19, 455, 358, 505]
body-paragraph: 350 ಕೋಟಿ ರೂ. ವೆಚ್ಚದಲ್ಲಿ ನಡೆಸಿದ ಗಣತಿ ವೈಜ್ಞಾನಿಕವಲ್ಲ ಎಂಬ ಟೀಕೆ ಇದೆ. ಜನರ ಮನೆ ಮನೆಗೆ ತೆರಳಿ ಸಮೀಕ್ಷೆ ನಡೆಸದೇ ವರದಿ ಸಿದ್ಧಪಡಿಸಲಾಗಿದೆ ಎಂಬ ಆರೋಪಗಳಿವೆ ಎಂದರು. bbox=[593, 324, 784, 409]
body-paragraph: ಮೃತರಲ್ಲಿ 6 ಜನ ಸ್ಥಳೀಯರು, ಮೂವರು ವಿದ್ಯಾರ್ಥಿಗಳು: ಮೃತ ವಿದ್ಯಾರ್ಥಿಗಳು ಹಾಸನದ ಕಾಲೇಜುಗಳಲ್ಲಿ ವ್ಯಾಸಂಗ ಮಾಡುತ್ತಿದ್ದರು. ಮೃತದೇಹಗಳನ್ನು ಮರಣೋತ್ತರ ಪರೀಕ್ಷೆ ಬಳಿಕ ಕುಟುಂಬಗಳಿಗೆ ಹಸ್ತಾಂತರಿಸಲಾಗಿದೆ. bbox=[325, 1312, 621, 1379]
weekday: ಶನಿವಾರ bbox=[204, 57, 241, 73]
masthead-box bbox=[6, 0, 369, 92]
fir-col1 bbox=[892, 788, 1087, 1139]
inline-subhead: ಸಿಂಗೇ ಪತ್ರ bbox=[1059, 1342, 1134, 1368]
body-paragraph: ಚಿತ್ರರಂಗದ ಪ್ರಮುಖರು ಸರ್ಕಾರದ ನಿರ್ಧಾರವನ್ನು ಸ್ವಾಗತಿಸಿದ್ದು, ಪ್ರೇಕ್ಷಕರ ಸಂಖ್ಯೆ ಹೆಚ್ಚಳವಾಗಲಿದೆ ಎಂದು ವಿಶ್ವಾಸ ವ್ಯಕ್ತಪಡಿಸಿದ್ದಾರೆ. bbox=[380, 1099, 877, 1131]
inline-subhead: ಸಂಜೀವಿನಿ ಪ್ರಥಮ ಚಿಕಿತ್ಸೆ bbox=[699, 1479, 872, 1505]
body-paragraph: ಬೆಂಗಳೂರು: ಹಿಂದೂ ಜಾಗೃತಿ ಸಮಾವೇಶದಲ್ಲಿ ಪ್ರಚೋದನಕಾರಿ ಭಾಷಣ ಮಾಡಿದ ಆರೋಪದಡಿ ಶಾಸಕ ಬಸನಗೌಡ ಪಾಟೀಲ್ ಯತ್ನಾಳ್ ಹಾಗೂ ವಿಧಾನ ಪರಿಷತ್ ಸದಸ್ಯ ಸಿ.ಟಿ ರವಿ ವಿರುದ್ಧ ಎಫ್ಐಆರ್ ದಾಖಲಾಗಿದೆ ಎಂದು ಗೃಹ ಸಚಿವ ಡಾ.ಜಿ ಪರಮೇಶ್ವರ್ ಹೇಳಿದ್ದಾರೆ. bbox=[892, 951, 1087, 1053]
article-pothys bbox=[1012, 105, 1521, 693]
fir-col3 bbox=[1314, 788, 1521, 1139]
header-rule-gap bbox=[884, 91, 885, 102]
river-col3-text bbox=[806, 371, 997, 501]
body-paragraph: ಬಿಜೆಪಿ ಸರ್ಕಾರದ ಅವಧಿಯಲ್ಲಿ ಕೈಗೊಂಡ ನೀರಾವರಿ ಯೋಜನೆಗಳನ್ನು ಈ ಸರ್ಕಾರ ಮುಂದುವರಿಸಬೇಕು. ಅನುದಾನ ಕೊರತೆ ಆಗದಂತೆ ನೋಡಿಕೊಳ್ಳಬೇಕು ಎಂದರು. bbox=[806, 372, 997, 439]
bb-div4 bbox=[1251, 1202, 1252, 2385]
article-river bbox=[380, 105, 997, 693]
col3-paras bbox=[638, 1244, 934, 1664]
url-suffix-text: ಗೆ ಭೇಟಿ ನೀಡಬಹುದು. bbox=[950, 1562, 1243, 1594]
pullquote-text: ನರೇಂದ್ರ ಮೋದಿ ಮಣಿಪುರಕ್ಕೆ ಇಂದು ಭೇಟಿ ನೀಡುತ್ತಿದ್ದಾರೆ. ಆ ಮೂಲಕ ಮಣಿಪುರಕ್ಕೆ ಪ್ರಧಾನಿ ಮೋದಿ ಏಕೆ ಹೋಗುತ್ತಿಲ್ಲ ಎಂಬ ವಿಪಕ್ಷಗಳ ನಿರಂತರ ಆರೋಪಗಳ ನಡುವೆ ಭೇಟಿ ನೀಡುತ್ತಿರುವುದು ಭಾರಿ ಕುತೂಹಲ ಕೆರಳಿಸಿದೆ. bbox=[1363, 1479, 1521, 1600]
body-paragraph: ದಾಳಿಗೆ ಸಂಬಂಧಿಸಿದ ಹೆಚ್ಚಿನ ವಿವರಗಳು ಇನ್ನಷ್ಟೇ ಹೊರಬೀಳಬೇಕಿದ್ದು, ಅಧಿಕೃತ ಹೇಳಿಕೆ ನಿರೀಕ್ಷಿಸಲಾಗುತ್ತಿದೆ. bbox=[1012, 545, 1426, 560]
